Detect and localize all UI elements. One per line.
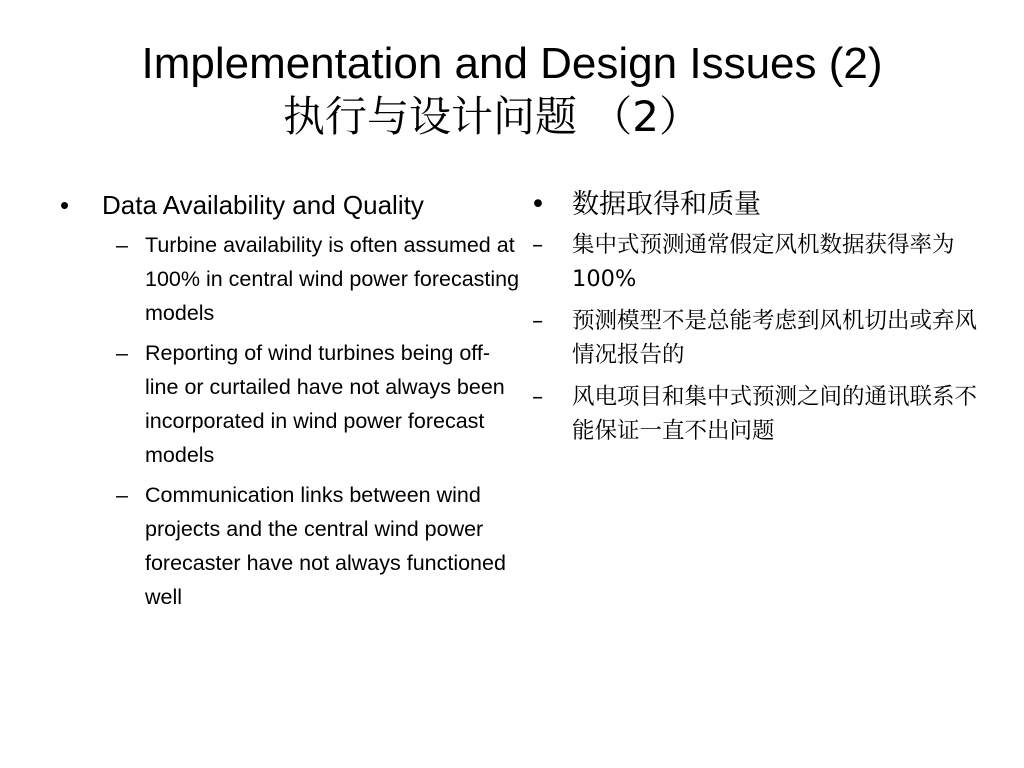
sub-bullet-list — [530, 228, 980, 448]
dash-marker: – — [532, 308, 544, 334]
dash-marker: – — [116, 483, 128, 507]
left-column — [60, 186, 522, 620]
bullet-dot: • — [60, 190, 70, 220]
title-english: Implementation and Design Issues (2) — [141, 39, 883, 88]
sub-bullet — [60, 336, 522, 472]
sub-bullet — [60, 228, 522, 330]
dash-marker: – — [116, 233, 128, 257]
sub-bullet — [60, 478, 522, 614]
sub-bullet-text: Turbine availability is often assumed at 100% in central wind power forecasting models — [145, 233, 520, 325]
right-column — [530, 186, 980, 456]
sub-bullet-text: Communication links between wind projects and the central wind power forecaster have not always functioned well — [145, 483, 506, 609]
bullet-heading: 数据取得和质量 — [572, 189, 761, 220]
sub-bullet-text: 预测模型不是总能考虑到风机切出或弃风情况报告的 — [572, 308, 978, 368]
bullet-data-availability-chinese — [530, 186, 980, 224]
sub-bullet — [530, 228, 980, 296]
title-chinese: 执行与设计问题 （2） — [282, 92, 702, 141]
bullet-heading: Data Availability and Quality — [102, 190, 424, 220]
dash-marker: – — [532, 384, 544, 410]
dash-marker: – — [532, 232, 544, 258]
slide-title — [0, 36, 1024, 142]
sub-bullet-text: 风电项目和集中式预测之间的通讯联系不能保证一直不出问题 — [572, 384, 978, 444]
bullet-data-availability — [60, 186, 522, 224]
bullet-dot: • — [530, 189, 546, 220]
sub-bullet-text: Reporting of wind turbines being off-line or curtailed have not always been incorporated in wind power forecast models — [145, 341, 505, 467]
sub-bullet — [530, 304, 980, 372]
dash-marker: – — [116, 341, 128, 365]
sub-bullet — [530, 380, 980, 448]
sub-bullet-list — [60, 228, 522, 614]
sub-bullet-text: 集中式预测通常假定风机数据获得率为100% — [572, 232, 955, 292]
